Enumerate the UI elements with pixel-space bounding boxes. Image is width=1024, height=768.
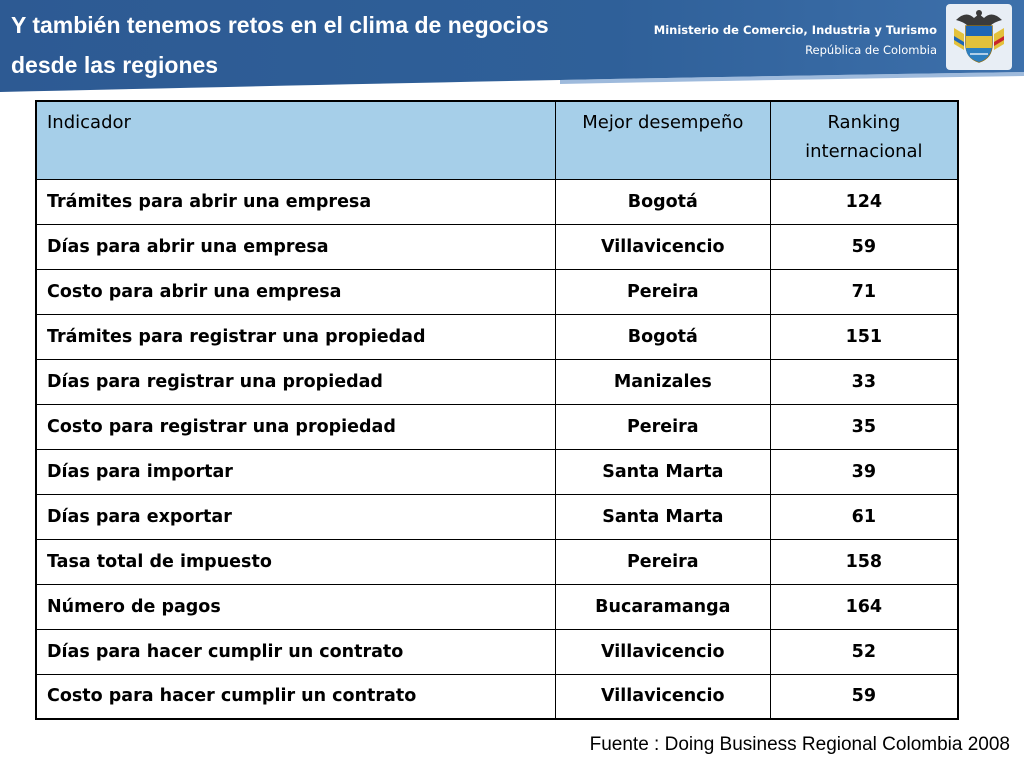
cell-best: Bucaramanga xyxy=(555,584,770,629)
cell-indicator: Días para registrar una propiedad xyxy=(36,359,555,404)
ministry-name: Ministerio de Comercio, Industria y Turismo xyxy=(653,23,937,37)
cell-indicator: Días para exportar xyxy=(36,494,555,539)
cell-indicator: Días para hacer cumplir un contrato xyxy=(36,629,555,674)
cell-rank: 52 xyxy=(770,629,958,674)
cell-best: Santa Marta xyxy=(555,494,770,539)
table-row xyxy=(36,629,958,674)
source-note: Fuente : Doing Business Regional Colombia 2008 xyxy=(589,734,1010,755)
cell-indicator: Número de pagos xyxy=(36,584,555,629)
cell-best: Santa Marta xyxy=(555,449,770,494)
column-header-best: Mejor desempeño xyxy=(555,101,770,179)
table-row xyxy=(36,359,958,404)
cell-indicator: Trámites para abrir una empresa xyxy=(36,179,555,224)
cell-best: Villavicencio xyxy=(555,224,770,269)
cell-best: Pereira xyxy=(555,404,770,449)
cell-indicator: Costo para hacer cumplir un contrato xyxy=(36,674,555,719)
cell-best: Pereira xyxy=(555,539,770,584)
indicator-table-wrapper xyxy=(35,100,959,720)
table-row xyxy=(36,584,958,629)
cell-rank: 61 xyxy=(770,494,958,539)
cell-rank: 39 xyxy=(770,449,958,494)
coat-of-arms-icon xyxy=(946,4,1012,70)
cell-indicator: Tasa total de impuesto xyxy=(36,539,555,584)
table-row xyxy=(36,314,958,359)
ministry-block xyxy=(654,20,937,60)
cell-rank: 71 xyxy=(770,269,958,314)
cell-best: Manizales xyxy=(555,359,770,404)
cell-indicator: Trámites para registrar una propiedad xyxy=(36,314,555,359)
table-row xyxy=(36,449,958,494)
column-header-indicator: Indicador xyxy=(36,101,555,179)
table-row xyxy=(36,404,958,449)
table-row xyxy=(36,269,958,314)
cell-rank: 158 xyxy=(770,539,958,584)
slide-header xyxy=(0,0,1024,92)
cell-best: Bogotá xyxy=(555,179,770,224)
table-row xyxy=(36,179,958,224)
table-row xyxy=(36,674,958,719)
table-row xyxy=(36,224,958,269)
cell-rank: 59 xyxy=(770,674,958,719)
cell-rank: 33 xyxy=(770,359,958,404)
country-name: República de Colombia xyxy=(805,43,937,57)
cell-rank: 124 xyxy=(770,179,958,224)
cell-best: Pereira xyxy=(555,269,770,314)
cell-best: Bogotá xyxy=(555,314,770,359)
cell-rank: 164 xyxy=(770,584,958,629)
cell-indicator: Costo para registrar una propiedad xyxy=(36,404,555,449)
table-row xyxy=(36,494,958,539)
cell-indicator: Días para abrir una empresa xyxy=(36,224,555,269)
page-title: Y también tenemos retos en el clima de negocios desde las regiones xyxy=(11,12,549,78)
cell-rank: 35 xyxy=(770,404,958,449)
table-row xyxy=(36,539,958,584)
indicator-table xyxy=(35,100,959,720)
cell-best: Villavicencio xyxy=(555,674,770,719)
cell-indicator: Días para importar xyxy=(36,449,555,494)
cell-best: Villavicencio xyxy=(555,629,770,674)
cell-rank: 59 xyxy=(770,224,958,269)
cell-indicator: Costo para abrir una empresa xyxy=(36,269,555,314)
column-header-rank: Ranking internacional xyxy=(770,101,958,179)
table-header-row xyxy=(36,101,958,179)
cell-rank: 151 xyxy=(770,314,958,359)
